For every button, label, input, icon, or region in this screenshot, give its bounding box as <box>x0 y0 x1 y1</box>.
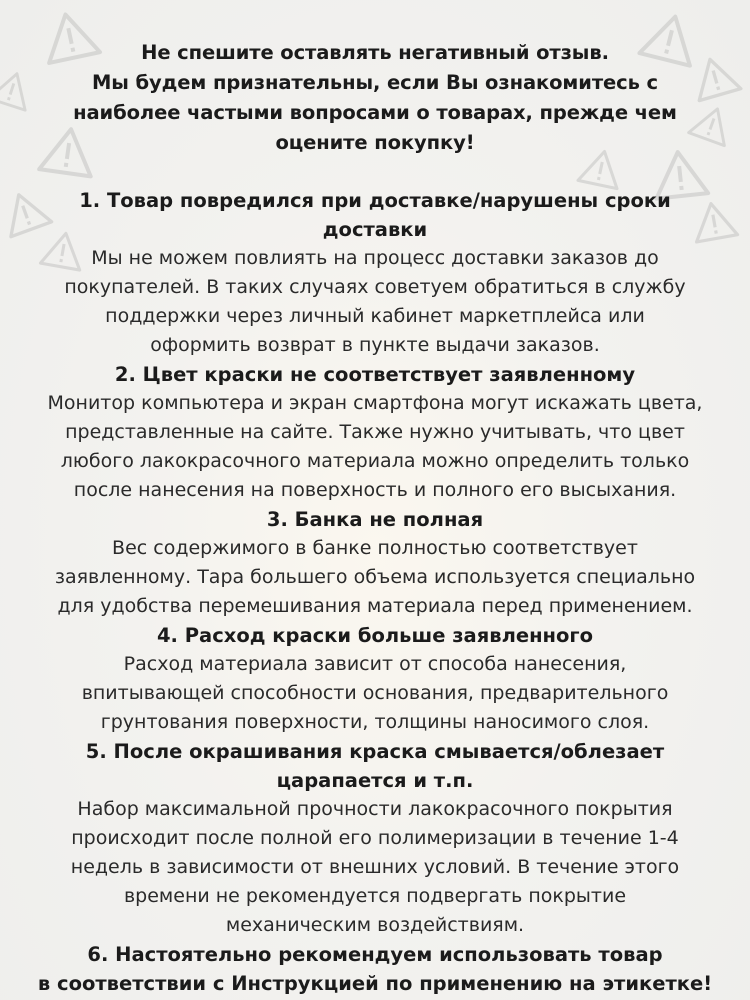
faq-item-body-line: Вес содержимого в банке полностью соответствует <box>112 537 638 559</box>
intro-line: Не спешите оставлять негативный отзыв. <box>141 41 609 64</box>
closing-line: в соответствии с Инструкцией по применению на этикетке! <box>37 972 713 995</box>
faq-item-body <box>0 389 750 505</box>
intro-line: наиболее частыми вопросами о товарах, прежде чем <box>73 101 677 124</box>
faq-item-title <box>0 621 750 650</box>
faq-item-title <box>0 737 750 795</box>
faq-item-title-line: 4. Расход краски больше заявленного <box>156 624 594 647</box>
faq-item-body-line: времени не рекомендуется подвергать покрытие <box>123 885 627 907</box>
closing-text <box>0 940 750 998</box>
faq-item-body-line: после нанесения на поверхность и полного его высыхания. <box>73 479 677 501</box>
intro-line: Мы будем признательны, если Вы ознакомитесь с <box>91 71 659 94</box>
faq-item-title <box>0 505 750 534</box>
faq-item-body <box>0 650 750 737</box>
faq-item-body <box>0 795 750 940</box>
faq-item-body-line: любого лакокрасочного материала можно определить только <box>60 450 690 472</box>
intro-line: оцените покупку! <box>275 131 475 154</box>
faq-item-title-line: доставки <box>322 218 428 241</box>
faq-item-title-line: 5. После окрашивания краска смывается/облезает <box>85 740 665 763</box>
faq-item-body-line: представленные на сайте. Также нужно учитывать, что цвет <box>65 421 685 443</box>
faq-item-title-line: 1. Товар повредился при доставке/нарушены сроки <box>79 189 671 212</box>
faq-item-body-line: Расход материала зависит от способа нанесения, <box>123 653 627 675</box>
faq-item-body-line: для удобства перемешивания материала перед применением. <box>57 595 693 617</box>
faq-item-body-line: происходит после полной его полимеризации в течение 1-4 <box>71 827 679 849</box>
faq-item <box>0 621 750 737</box>
intro-text <box>0 38 750 158</box>
info-card <box>0 38 750 998</box>
faq-item-title <box>0 186 750 244</box>
faq-item-title <box>0 360 750 389</box>
closing-line: 6. Настоятельно рекомендуем использовать товар <box>87 943 663 966</box>
faq-item <box>0 737 750 940</box>
faq-list <box>0 186 750 940</box>
faq-item-title-line: 3. Банка не полная <box>266 508 484 531</box>
faq-item-body-line: заявленному. Тара большего объема используется специально <box>54 566 696 588</box>
faq-item-title-line: 2. Цвет краски не соответствует заявленному <box>114 363 636 386</box>
faq-item-body-line: покупателей. В таких случаях советуем обратиться в службу <box>64 276 686 298</box>
faq-item-body <box>0 534 750 621</box>
faq-item <box>0 505 750 621</box>
faq-item-body-line: оформить возврат в пункте выдачи заказов. <box>150 334 600 356</box>
faq-item <box>0 186 750 360</box>
faq-item <box>0 360 750 505</box>
faq-item-body <box>0 244 750 360</box>
faq-item-body-line: грунтования поверхности, толщины наносимого слоя. <box>100 711 650 733</box>
faq-item-body-line: механическим воздействиям. <box>225 914 525 936</box>
faq-item-body-line: недель в зависимости от внешних условий. В течение этого <box>70 856 680 878</box>
faq-item-body-line: поддержки через личный кабинет маркетплейса или <box>105 305 645 327</box>
faq-item-body-line: Набор максимальной прочности лакокрасочного покрытия <box>77 798 673 820</box>
faq-item-title-line: царапается и т.п. <box>276 769 474 792</box>
faq-item-body-line: Мы не можем повлиять на процесс доставки заказов до <box>91 247 659 269</box>
faq-item-body-line: впитывающей способности основания, предварительного <box>81 682 669 704</box>
faq-item-body-line: Монитор компьютера и экран смартфона могут искажать цвета, <box>47 392 703 414</box>
